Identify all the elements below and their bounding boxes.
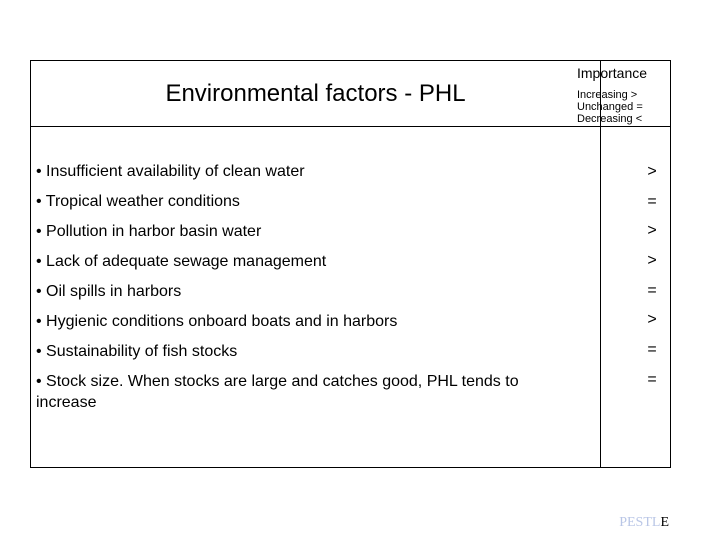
pestle-prefix: PESTL [619,515,661,530]
factor-item: • Lack of adequate sewage management [36,253,327,270]
importance-mark: = [647,370,657,388]
header-divider [31,126,670,127]
pestle-highlight: E [660,515,669,530]
importance-legend [577,89,643,125]
importance-mark: > [647,311,657,329]
factor-item: • Pollution in harbor basin water [36,223,262,240]
importance-mark: = [647,281,657,299]
pestle-footer [619,515,669,531]
factor-item: • Insufficient availability of clean water [36,163,305,180]
importance-mark: > [647,222,657,240]
factors-table [30,60,671,468]
importance-mark: > [647,163,657,180]
factor-item: • Oil spills in harbors [36,283,182,300]
legend-unchanged: Unchanged = [577,101,643,113]
factor-item: • Stock size. When stocks are large and catches good, PHL tends to increase [36,373,519,411]
factor-item: • Tropical weather conditions [36,193,240,210]
importance-mark: = [647,341,657,359]
factor-item: • Sustainability of fish stocks [36,343,238,360]
importance-mark: = [647,192,657,210]
factor-list [36,161,571,413]
legend-increasing: Increasing > [577,89,638,101]
slide-title: Environmental factors - PHL [165,80,466,107]
importance-marks [641,161,663,399]
importance-header: Importance [577,65,648,81]
importance-mark: > [647,252,657,270]
legend-decreasing: Decreasing < [577,113,643,125]
factor-item: • Hygienic conditions onboard boats and in harbors [36,313,398,330]
